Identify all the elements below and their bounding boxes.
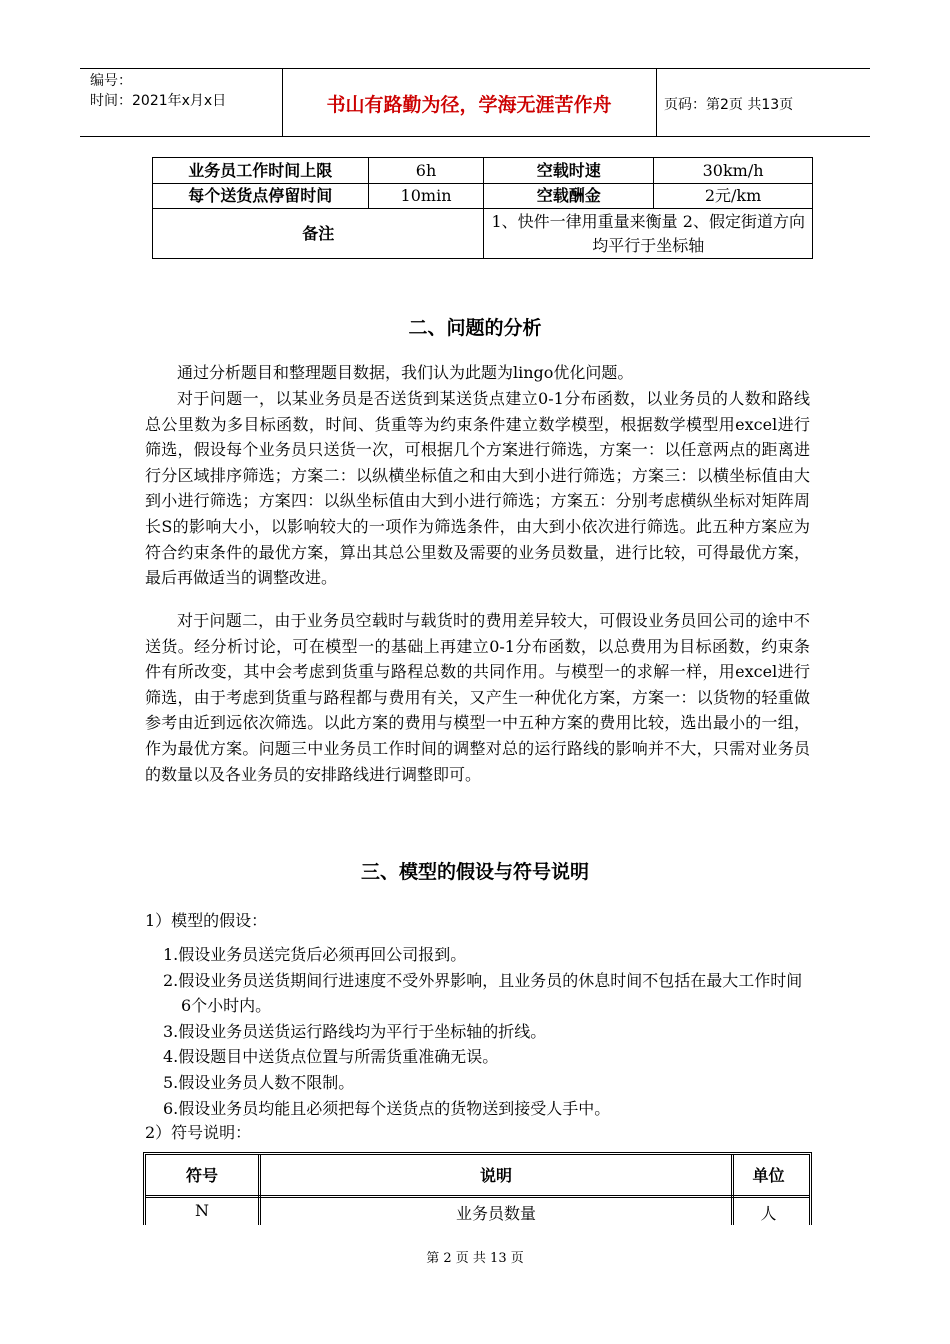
table-header-row [146,1155,809,1198]
param-label: 每个送货点停留时间 [153,184,369,209]
analysis-paragraph-2: 对于问题一，以某业务员是否送货到某送货点建立0-1分布函数，以业务员的人数和路线总公里数为多目标函数，时间、货重等为约束条件建立数学模型，根据数学模型用excel进行筛选，假设每个业务员只送货一次，可根据几个方案进行筛选，方案一：以任意两点的距离进行分区域排序筛选；方案二：以纵横坐标值之和由大到小进行筛选；方案三：以横坐标值由大到小进行筛选；方案四：以纵坐标值由大到小进行筛选；方案五：分别考虑横纵坐标对矩阵周长S的影响大小，以影响较大的一项作为筛选条件，由大到小依次进行筛选。此五种方案应为符合约束条件的最优方案，算出其总公里数及需要的业务员数量，进行比较，可得最优方案，最后再做适当的调整改进。 [145,389,810,588]
table-row [153,209,813,259]
param-value: 2元/km [654,184,813,209]
table-cell: N [195,1201,209,1220]
analysis-paragraph-3: 对于问题二，由于业务员空载时与载货时的费用差异较大，可假设业务员回公司的途中不送货。经分析讨论，可在模型一的基础上再建立0-1分布函数，以总费用为目标函数，约束条件有所改变，其中会考虑到货重与路程总数的共同作用。与模型一的求解一样，用excel进行筛选，由于考虑到货重与路程都与费用有关，又产生一种优化方案，方案一：以货物的轻重做参考由近到远依次筛选。以此方案的费用与模型一中五种方案的费用比较，选出最小的一组，作为最优方案。问题三中业务员工作时间的调整对总的运行路线的影响并不大，只需对业务员的数量以及各业务员的安排路线进行调整即可。 [145,611,810,784]
list-item: 1.假设业务员送完货后必须再回公司报到。 [163,945,467,964]
table-row [153,184,813,209]
param-value: 6h [368,158,484,184]
list-item: 2.假设业务员送货期间行进速度不受外界影响，且业务员的休息时间不包括在最大工作时间6个小时内。 [163,970,803,1016]
param-label: 业务员工作时间上限 [153,158,369,184]
table-cell: 业务员数量 [455,1204,536,1223]
param-value: 30km/h [654,158,813,184]
table-row [153,158,813,184]
column-header: 符号 [185,1166,218,1185]
header-bottom-rule [80,136,870,137]
header-top-rule [80,68,870,69]
remark-label: 备注 [153,209,484,259]
analysis-paragraph-1: 通过分析题目和整理题目数据，我们认为此题为lingo优化问题。 [177,363,634,382]
list-item: 6.假设业务员均能且必须把每个送货点的货物送到接受人手中。 [163,1098,611,1118]
subheading-assumptions: 1）模型的假设： [145,911,268,930]
table-cell: 人 [760,1204,777,1223]
section-title-assumptions: 三、模型的假设与符号说明 [360,861,589,883]
assumption-list [163,942,808,1121]
param-value: 10min [368,184,484,209]
section-title-analysis: 二、问题的分析 [408,317,542,339]
header-page-label: 页码：第2页 共13页 [664,97,794,113]
parameter-table [152,157,813,259]
column-header: 说明 [479,1166,512,1185]
param-label: 空载时速 [484,158,654,184]
symbol-table [143,1152,812,1225]
header-divider-right [656,68,657,136]
header-time-label: 时间：2021年x月x日 [90,93,227,109]
list-item: 4.假设题目中送货点位置与所需货重准确无误。 [163,1047,499,1067]
param-label: 空载酬金 [484,184,654,209]
header-motto: 书山有路勤为径，学海无涯苦作舟 [326,94,612,116]
list-item: 5.假设业务员人数不限制。 [163,1072,355,1092]
table-row [146,1201,809,1225]
header-number-label: 编号： [90,73,132,89]
remark-text: 1、快件一律用重量来衡量 2、假定街道方向均平行于坐标轴 [484,209,813,259]
list-item: 3.假设业务员送货运行路线均为平行于坐标轴的折线。 [163,1021,547,1041]
column-header: 单位 [752,1166,785,1185]
subheading-symbols: 2）符号说明： [145,1123,252,1142]
page-footer: 第 2 页 共 13 页 [426,1251,524,1266]
